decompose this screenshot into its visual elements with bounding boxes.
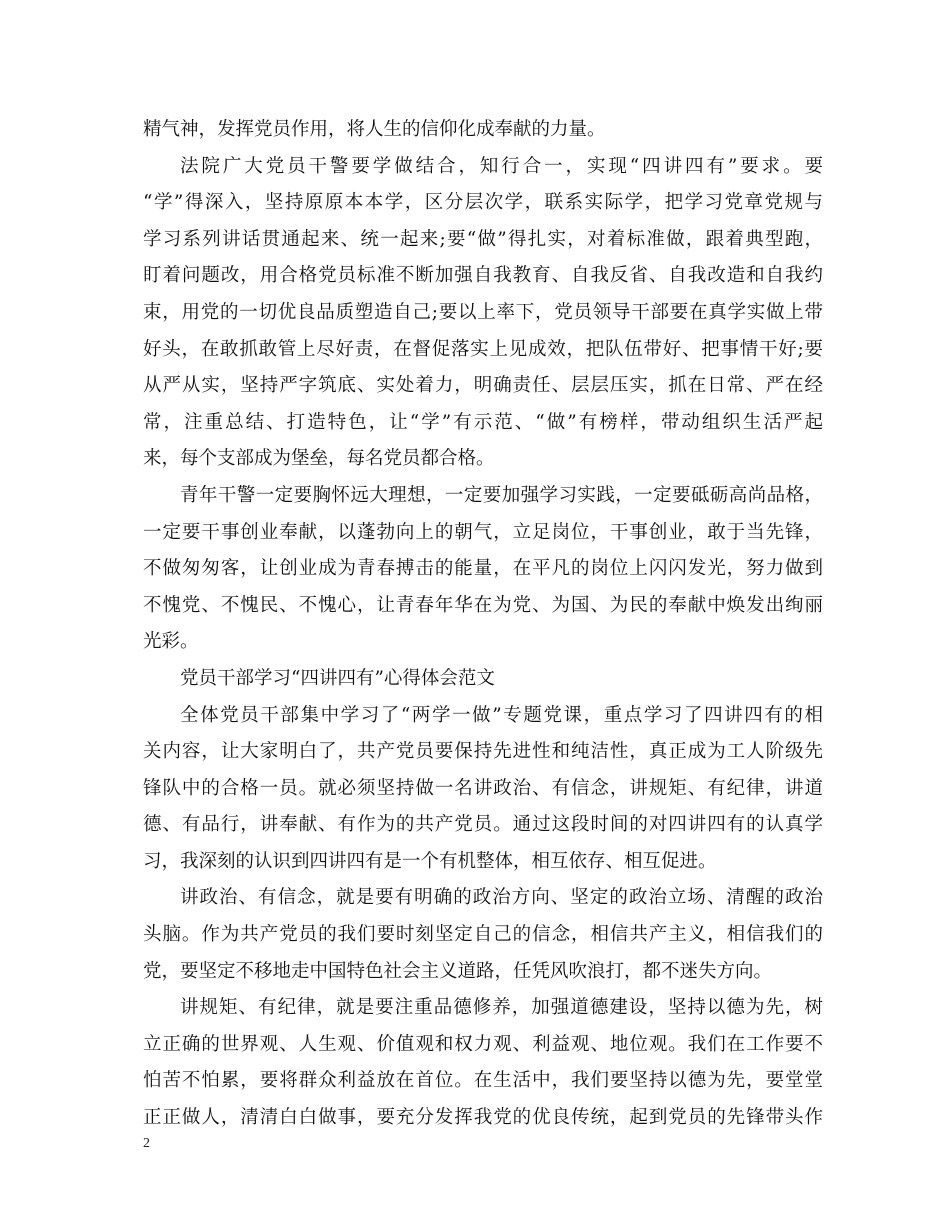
- paragraph-line: 党，要坚定不移地走中国特色社会主义道路，任凭风吹浪打，都不迷失方向。: [143, 960, 773, 982]
- paragraph-line: 正正做人，清清白白做事，要充分发挥我党的优良传统，起到党员的先锋带头作: [143, 1107, 823, 1129]
- paragraph-line: 关内容，让大家明白了，共产党员要保持先进性和纯洁性，真正成为工人阶级先: [143, 741, 823, 763]
- paragraph-line: 青年干警一定要胸怀远大理想，一定要加强学习实践，一定要砥砺高尚品格，: [180, 484, 823, 506]
- section-heading: 党员干部学习“四讲四有”心得体会范文: [180, 667, 495, 689]
- paragraph-line: 习，我深刻的认识到四讲四有是一个有机整体，相互依存、相互促进。: [143, 850, 717, 872]
- paragraph-line: 头脑。作为共产党员的我们要时刻坚定自己的信念，相信共产主义，相信我们的: [143, 924, 823, 946]
- paragraph-line: 一定要干事创业奉献，以蓬勃向上的朝气，立足岗位，干事创业，敢于当先锋，: [143, 521, 823, 543]
- document-body: [143, 112, 823, 1137]
- paragraph-line: 怕苦不怕累，要将群众利益放在首位。在生活中，我们要坚持以德为先，要堂堂: [143, 1070, 823, 1092]
- paragraph-line: 学习系列讲话贯通起来、统一起来;要“做”得扎实，对着标准做，跟着典型跑，: [143, 228, 823, 250]
- paragraph-line: “学”得深入，坚持原原本本学，区分层次学，联系实际学，把学习党章党规与: [143, 192, 823, 214]
- paragraph-line: 盯着问题改，用合格党员标准不断加强自我教育、自我反省、自我改造和自我约: [143, 265, 823, 287]
- paragraph-line: 来，每个支部成为堡垒，每名党员都合格。: [143, 448, 495, 470]
- paragraph-line: 德、有品行，讲奉献、有作为的共产党员。通过这段时间的对四讲四有的认真学: [143, 814, 823, 836]
- paragraph-line: 讲政治、有信念，就是要有明确的政治方向、坚定的政治立场、清醒的政治: [180, 887, 823, 909]
- paragraph-line: 精气神，发挥党员作用，将人生的信仰化成奉献的力量。: [143, 119, 606, 140]
- paragraph-line: 不做匆匆客，让创业成为青春搏击的能量，在平凡的岗位上闪闪发光，努力做到: [143, 558, 823, 580]
- paragraph-line: 不愧党、不愧民、不愧心，让青春年华在为党、为国、为民的奉献中焕发出绚丽: [143, 594, 823, 616]
- paragraph-line: 光彩。: [143, 631, 199, 653]
- paragraph-line: 从严从实，坚持严字筑底、实处着力，明确责任、层层压实，抓在日常、严在经: [143, 375, 823, 397]
- page-number: 2: [143, 1136, 150, 1151]
- paragraph-line: 全体党员干部集中学习了“两学一做”专题党课，重点学习了四讲四有的相: [180, 704, 823, 726]
- paragraph-line: 锋队中的合格一员。就必须坚持做一名讲政治、有信念，讲规矩、有纪律，讲道: [143, 777, 823, 799]
- paragraph-line: 法院广大党员干警要学做结合，知行合一，实现“四讲四有”要求。要: [180, 155, 823, 177]
- paragraph-line: 讲规矩、有纪律，就是要注重品德修养，加强道德建设，坚持以德为先，树: [180, 997, 823, 1019]
- paragraph-line: 立正确的世界观、人生观、价值观和权力观、利益观、地位观。我们在工作要不: [143, 1033, 823, 1055]
- paragraph-line: 好头，在敢抓敢管上尽好责，在督促落实上见成效，把队伍带好、把事情干好;要: [143, 338, 823, 360]
- paragraph-line: 常，注重总结、打造特色，让“学”有示范、“做”有榜样，带动组织生活严起: [143, 411, 823, 433]
- paragraph-line: 束，用党的一切优良品质塑造自己;要以上率下，党员领导干部要在真学实做上带: [143, 301, 823, 323]
